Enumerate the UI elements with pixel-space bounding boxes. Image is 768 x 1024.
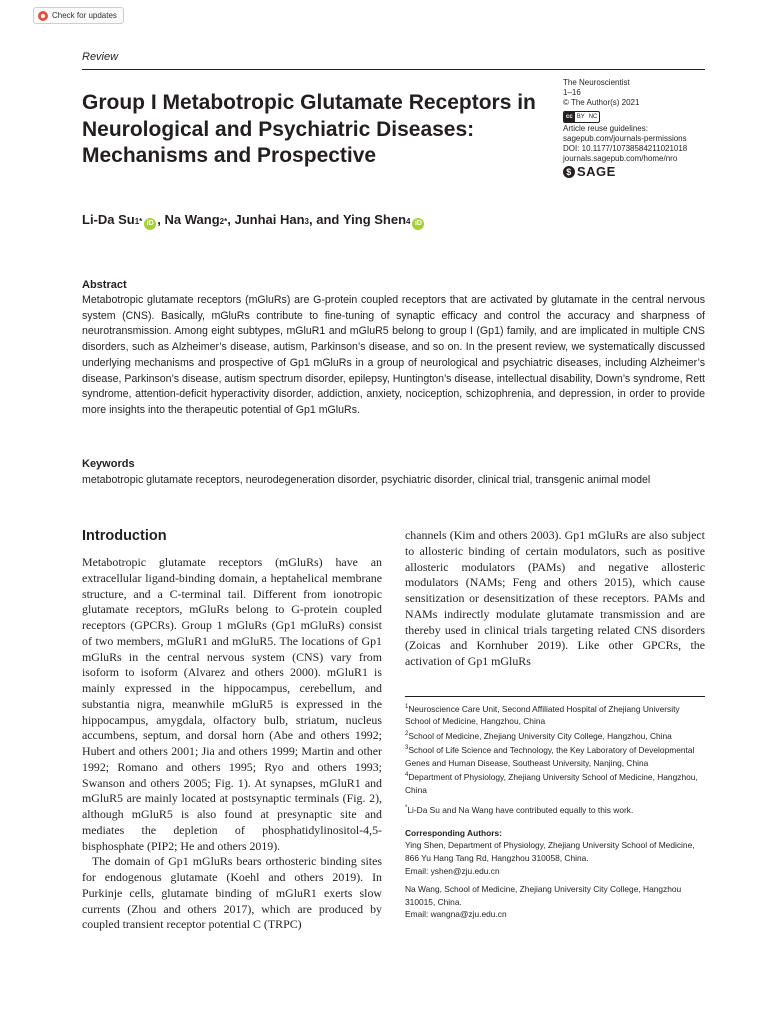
author-affiliation-marker: 4 bbox=[406, 217, 411, 226]
page-range: 1–16 bbox=[563, 88, 581, 98]
sage-logo bbox=[563, 166, 713, 178]
corresponding-author-2 bbox=[405, 883, 707, 921]
cc-license-icon: cc bbox=[566, 113, 573, 120]
body-column-right bbox=[405, 528, 705, 670]
footnote-rule bbox=[405, 696, 705, 697]
author-separator: , and bbox=[309, 212, 343, 227]
affiliation-item: $^3$School of Life Science and Technology, the Key Laboratory of Developmental Genes and Human Disease, Southeast University, Nanjing, China bbox=[405, 745, 695, 768]
corresponding-authors-heading: Corresponding Authors: bbox=[405, 827, 502, 838]
publisher-name: SAGE bbox=[577, 164, 616, 180]
reuse-link[interactable]: sagepub.com/journals-permissions bbox=[563, 133, 687, 143]
equal-contribution-note: *Li-Da Su and Na Wang have contributed equally to this work. bbox=[405, 805, 634, 816]
introduction-heading: Introduction bbox=[82, 528, 167, 544]
affiliation-item: $^2$School of Medicine, Zhejiang University City College, Hangzhou, China bbox=[405, 730, 672, 741]
abstract-text: Metabotropic glutamate receptors (mGluRs) are G-protein coupled receptors that are activated by glutamate in the central nervous system (CNS). Basically, mGluRs contribute to fine-tuning of synaptic efficacy and control the accuracy and sharpness of neurotransmission. Among eight subtypes, mGluR1 and mGluR5 belong to group I (Gp1) family, and are implicated in multiple CNS disorders, such as Alzheimer’s disease, autism, Parkinson’s disease, and so on. In the present review, we systematically discussed underlying mechanisms and prospective of Gp1 mGluRs in a group of neurological and psychiatric diseases, including Alzheimer’s disease, Parkinson’s disease, autism spectrum disorder, epilepsy, Huntington’s disease, intellectual disability, Down’s syndrome, Rett syndrome, attention-deficit hyperactivity disorder, addiction, anxiety, nociception, schizophrenia, and depression, in order to provide more insights into the therapeutic potential of Gp1 mGluRs. bbox=[82, 294, 705, 416]
author-name: Junhai Han bbox=[234, 212, 305, 227]
check-for-updates-button[interactable] bbox=[33, 7, 124, 24]
check-for-updates-label: Check for updates bbox=[52, 11, 117, 20]
journal-url-link[interactable]: journals.sagepub.com/home/nro bbox=[563, 154, 678, 164]
intro-paragraph-1: Metabotropic glutamate receptors (mGluRs) have an extracellular ligand-binding domain, a heptahelical membrane structure, and a C-terminal tail. Different from ionotropic glutamate receptors, mGluRs belong to G-protein coupled receptors (GPCRs). Group 1 mGluRs (Gp1 mGluRs) consist of two members, mGluR1 and mGluR5. The locations of Gp1 mGluRs in the central nervous system (CNS) vary from isoform to isoform (Alvarez and others 2000). mGluR1 is mainly expressed in the hippocampus, cerebellum, and substantia nigra, meanwhile mGluR5 is expressed in the hippocampus, amygdala, olfactory bulb, striatum, nucleus accumbens, septum, and dorsal horn (Abe and others 1992; Hubert and others 2001; Jia and others 1999; Martin and other 1992; Romano and others 1995; Ryo and others 1993; Swanson and others 2005; Fig. 1). At synapses, mGluR1 and mGluR5 are mainly located at postsynaptic terminals (Fig. 2), although mGluR5 is also found at presynaptic site and mediates the depletion of phosphatidylinositol-4,5-bisphosphate (PIP2; He and others 2019). bbox=[82, 555, 382, 853]
abstract-heading: Abstract bbox=[82, 279, 127, 291]
affiliation-item: $^4$Department of Physiology, Zhejiang University School of Medicine, Hangzhou, China bbox=[405, 772, 698, 795]
corresponding-address: Ying Shen, Department of Physiology, Zhejiang University School of Medicine, 866 Yu Hang Tang Rd, Hangzhou 310058, China. bbox=[405, 840, 695, 863]
corresponding-email[interactable]: Email: wangna@zju.edu.cn bbox=[405, 909, 507, 920]
keywords-text: metabotropic glutamate receptors, neurodegeneration disorder, psychiatric disorder, clinical trial, transgenic animal model bbox=[82, 474, 651, 486]
orcid-icon[interactable]: iD bbox=[144, 218, 156, 230]
article-title: Group I Metabotropic Glutamate Receptors in Neurological and Psychiatric Diseases: Mechanisms and Prospective bbox=[82, 91, 536, 167]
affiliation-list bbox=[405, 701, 707, 796]
affiliation-item: $^1$Neuroscience Care Unit, Second Affiliated Hospital of Zhejiang University School of Medicine, Hangzhou, China bbox=[405, 703, 680, 727]
corresponding-email[interactable]: Email: yshen@zju.edu.cn bbox=[405, 865, 500, 876]
header-rule bbox=[82, 69, 705, 70]
reuse-label: Article reuse guidelines: bbox=[563, 123, 648, 133]
cc-license-badge[interactable] bbox=[563, 111, 600, 123]
copyright: © The Author(s) 2021 bbox=[563, 98, 640, 108]
body-column-left bbox=[82, 555, 382, 933]
intro-paragraph-continued: channels (Kim and others 2003). Gp1 mGluRs are also subject to allosteric binding of certain modulators, such as positive allosteric modulators (PAMs) and negative allosteric modulators (NAMs; Feng and others 2015), which cause sensitization or desensitization of these receptors. PAMs and NAMs indirectly modulate glutamate transmission and are thereby used in clinical trials targeting related CNS disorders (Zoicas and Kornhuber 2019). Like other GPCRs, the activation of Gp1 mGluRs bbox=[405, 528, 705, 668]
author-separator: , bbox=[157, 212, 165, 227]
author-separator: , bbox=[227, 212, 235, 227]
intro-paragraph-2: The domain of Gp1 mGluRs bears orthosteric binding sites for endogenous glutamate (Koehl and others 2019). In Purkinje cells, glutamate binding of mGluR1 exerts slow currents (Zhou and others 2017), which are produced by coupled transient receptor potential C (TRPC) bbox=[82, 854, 382, 932]
author-name: Na Wang bbox=[164, 212, 220, 227]
author-affiliation-marker: 3 bbox=[304, 217, 309, 226]
author-list bbox=[82, 212, 425, 229]
corresponding-author-1 bbox=[405, 839, 707, 877]
cc-by-label: BY bbox=[576, 113, 585, 120]
sage-s-icon: $ bbox=[563, 166, 575, 178]
author-affiliation-marker: 1* bbox=[134, 217, 143, 226]
journal-meta bbox=[563, 78, 713, 178]
doi-link[interactable]: DOI: 10.1177/10738584211021018 bbox=[563, 144, 688, 154]
orcid-icon[interactable]: iD bbox=[412, 218, 424, 230]
author-name: Li-Da Su bbox=[82, 212, 135, 227]
keywords-heading: Keywords bbox=[82, 458, 135, 470]
cc-nc-label: NC bbox=[588, 113, 598, 120]
author-affiliation-marker: 2* bbox=[219, 217, 228, 226]
journal-name: The Neuroscientist bbox=[563, 78, 630, 87]
author-name: Ying Shen bbox=[342, 212, 407, 227]
footnotes bbox=[405, 701, 707, 921]
corresponding-address: Na Wang, School of Medicine, Zhejiang University City College, Hangzhou 310015, China. bbox=[405, 884, 682, 907]
crossmark-icon bbox=[38, 11, 48, 21]
section-label: Review bbox=[82, 51, 119, 63]
